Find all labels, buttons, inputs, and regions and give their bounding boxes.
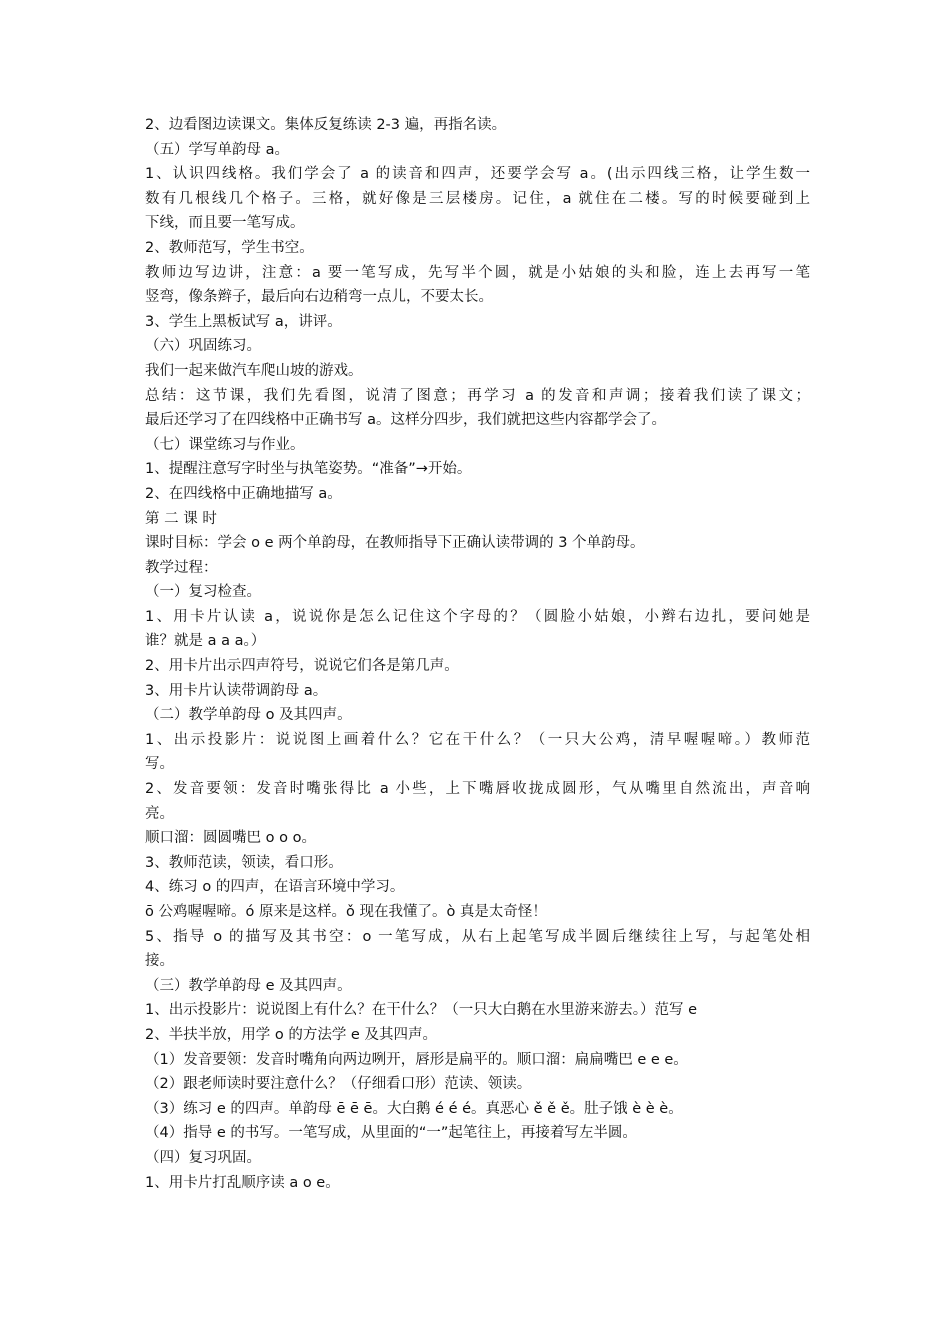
text-line: 4、练习 o 的四声，在语言环境中学习。 bbox=[145, 879, 405, 896]
text-line: 总结：这节课，我们先看图，说清了图意；再学习 a 的发音和声调；接着我们读了课文； bbox=[145, 387, 810, 404]
text-line: 1、出示投影片：说说图上有什么？在干什么？（一只大白鹅在水里游来游去。）范写 e bbox=[145, 1002, 698, 1019]
text-line: 2、发音要领：发音时嘴张得比 a 小些，上下嘴唇收拢成圆形，气从嘴里自然流出，声音响 bbox=[145, 781, 810, 798]
text-line: （一）复习检查。 bbox=[145, 584, 261, 601]
text-line: （1）发音要领：发音时嘴角向两边咧开，唇形是扁平的。顺口溜：扁扁嘴巴 e e e。 bbox=[145, 1051, 688, 1068]
text-line: （六）巩固练习。 bbox=[145, 338, 261, 355]
text-line: 教师边写边讲，注意：a 要一笔写成，先写半个圆，就是小姑娘的头和脸，连上去再写一笔 bbox=[145, 264, 810, 281]
text-line: 3、教师范读，领读，看口形。 bbox=[145, 854, 343, 871]
text-line: 1、提醒注意写字时坐与执笔姿势。“准备”→开始。 bbox=[145, 461, 472, 478]
text-line: 亮。 bbox=[145, 805, 174, 822]
text-line: 最后还学习了在四线格中正确书写 a。这样分四步，我们就把这些内容都学会了。 bbox=[145, 412, 666, 429]
text-line: 2、边看图边读课文。集体反复练读 2-3 遍，再指名读。 bbox=[145, 117, 507, 133]
text-line: （3）练习 e 的四声。单韵母 ē ē ē。大白鹅 é é é。真恶心 ě ě ě。肚子饿 è è è。 bbox=[145, 1100, 683, 1117]
text-line: 教学过程： bbox=[145, 559, 218, 576]
text-line: 3、学生上黑板试写 a，讲评。 bbox=[145, 313, 342, 330]
text-line: 2、半扶半放，用学 o 的方法学 e 及其四声。 bbox=[145, 1026, 437, 1043]
text-line: （三）教学单韵母 e 及其四声。 bbox=[145, 977, 352, 994]
text-line: （二）教学单韵母 o 及其四声。 bbox=[145, 707, 352, 724]
document-body bbox=[145, 113, 810, 1195]
text-line: （4）指导 e 的书写。一笔写成，从里面的“一”起笔往上，再接着写左半圆。 bbox=[145, 1125, 637, 1142]
text-line: （七）课堂练习与作业。 bbox=[145, 436, 305, 453]
text-line: 3、用卡片认读带调韵母 a。 bbox=[145, 682, 328, 699]
text-line: （五）学写单韵母 a。 bbox=[145, 141, 289, 158]
text-line: 5、指导 o 的描写及其书空：o 一笔写成，从右上起笔写成半圆后继续往上写，与起笔处相 bbox=[145, 928, 810, 945]
text-line: 2、在四线格中正确地描写 a。 bbox=[145, 485, 342, 502]
text-line: 我们一起来做汽车爬山坡的游戏。 bbox=[145, 362, 363, 379]
text-line: 写。 bbox=[145, 756, 174, 773]
text-line: （2）跟老师读时要注意什么？（仔细看口形）范读、领读。 bbox=[145, 1076, 532, 1093]
text-line: 1、用卡片打乱顺序读 a o e。 bbox=[145, 1174, 340, 1191]
text-line: 接。 bbox=[145, 953, 174, 970]
text-line: 课时目标：学会 o e 两个单韵母，在教师指导下正确认读带调的 3 个单韵母。 bbox=[145, 535, 645, 552]
text-line: ō 公鸡喔喔啼。ó 原来是这样。ǒ 现在我懂了。ò 真是太奇怪！ bbox=[145, 904, 547, 920]
text-line: 数有几根线几个格子。三格，就好像是三层楼房。记住，a 就住在二楼。写的时候要碰到上 bbox=[145, 190, 810, 207]
text-line: 1、认识四线格。我们学会了 a 的读音和四声，还要学会写 a。(出示四线三格，让学生数一 bbox=[145, 166, 810, 183]
text-line: （四）复习巩固。 bbox=[145, 1149, 261, 1166]
text-line: 竖弯，像条辫子，最后向右边稍弯一点儿，不要太长。 bbox=[145, 289, 493, 306]
text-line: 1、出示投影片：说说图上画着什么？它在干什么？（一只大公鸡，清早喔喔啼。）教师范 bbox=[145, 731, 810, 748]
text-line: 顺口溜：圆圆嘴巴 o o o。 bbox=[145, 830, 316, 847]
text-line: 2、教师范写，学生书空。 bbox=[145, 239, 314, 256]
text-line: 1、用卡片认读 a，说说你是怎么记住这个字母的？（圆脸小姑娘，小辫右边扎，要问她是 bbox=[145, 608, 810, 625]
text-line: 第 二 课 时 bbox=[145, 510, 217, 527]
text-line: 下线，而且要一笔写成。 bbox=[145, 215, 305, 232]
text-line: 2、用卡片出示四声符号，说说它们各是第几声。 bbox=[145, 658, 459, 675]
text-line: 谁？就是 a a a。） bbox=[145, 633, 266, 650]
